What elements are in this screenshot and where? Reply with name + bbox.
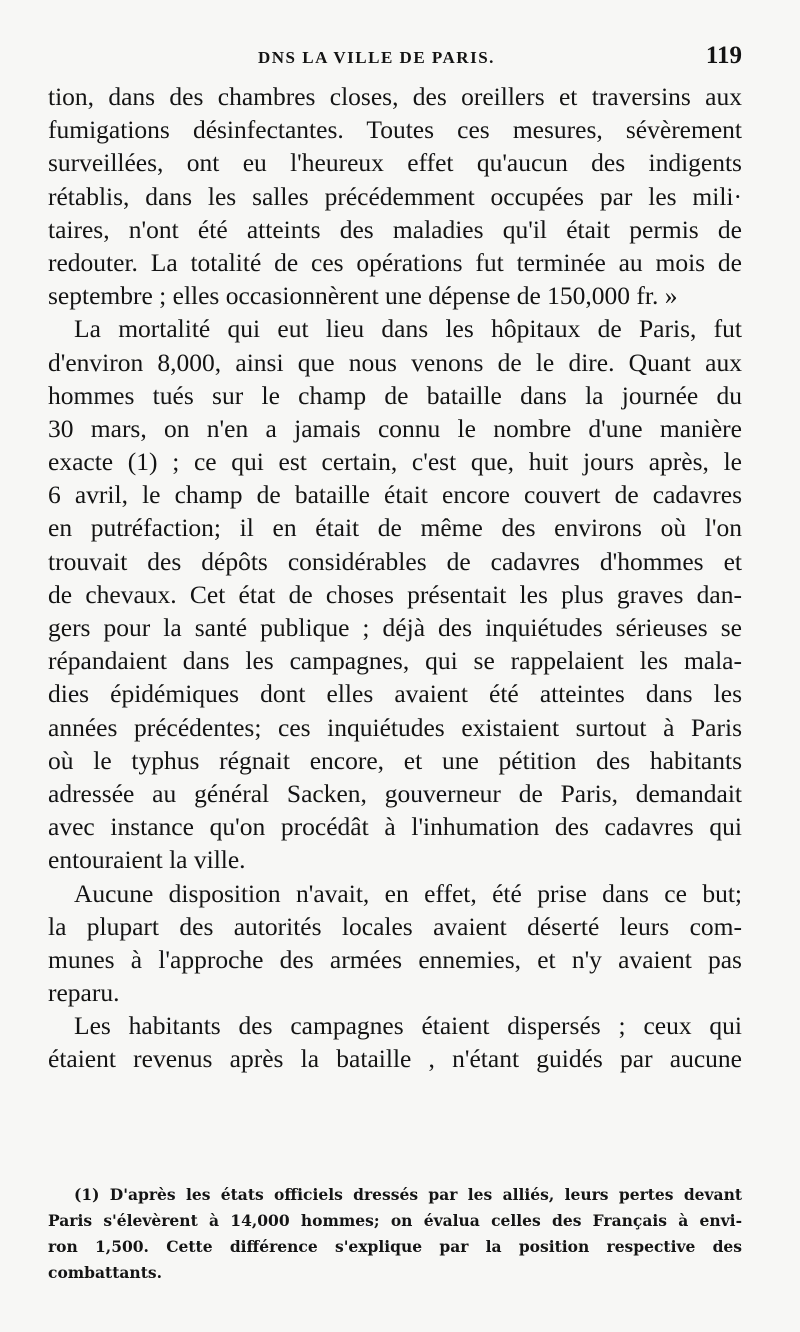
text-line: 30 mars, on n'en a jamais connu le nombre d'une manière [48, 413, 742, 443]
text-line: adressée au général Sacken, gouverneur de Paris, demandait [48, 778, 742, 808]
text-line: d'environ 8,000, ainsi que nous venons de le dire. Quant aux [48, 347, 742, 377]
text-line: hommes tués sur le champ de bataille dans la journée du [48, 380, 742, 410]
footnote-line: combattants. [48, 1263, 162, 1282]
running-head [48, 40, 742, 80]
text-line: de chevaux. Cet état de choses présentait les plus graves dan- [48, 579, 742, 609]
text-line: dies épidémiques dont elles avaient été atteintes dans les [48, 679, 742, 709]
text-line: septembre ; elles occasionnèrent une dépense de 150,000 fr. » [48, 281, 678, 311]
text-line: avec instance qu'on procédât à l'inhumation des cadavres qui [48, 812, 742, 842]
text-line: Les habitants des campagnes étaient dispersés ; ceux qui [74, 1011, 742, 1041]
footnote [48, 1182, 742, 1286]
text-line: la plupart des autorités locales avaient déserté leurs com- [48, 911, 742, 941]
paragraph [48, 312, 742, 876]
text-line: La mortalité qui eut lieu dans les hôpitaux de Paris, fut [74, 314, 742, 344]
footnote-line: ron 1,500. Cette différence s'explique par la position respective des [48, 1237, 742, 1256]
paragraph [48, 1009, 742, 1075]
text-line: taires, n'ont été atteints des maladies qu'il était permis de [48, 214, 742, 244]
text-line: 6 avril, le champ de bataille était encore couvert de cadavres [48, 480, 742, 510]
text-line: années précédentes; ces inquiétudes existaient surtout à Paris [48, 712, 742, 742]
text-line: exacte (1) ; ce qui est certain, c'est que, huit jours après, le [48, 447, 742, 477]
page-number: 119 [705, 42, 742, 69]
text-line: Aucune disposition n'avait, en effet, été prise dans ce but; [74, 878, 742, 908]
text-line: répandaient dans les campagnes, qui se rappelaient les mala- [48, 646, 742, 676]
paragraph [48, 877, 742, 1010]
text-line: surveillées, ont eu l'heureux effet qu'aucun des indigents [48, 148, 742, 178]
body-text [48, 80, 742, 1076]
text-line: tion, dans des chambres closes, des oreillers et traversins aux [48, 82, 742, 111]
footnote-line: (1) D'après les états officiels dressés par les alliés, leurs pertes devant [74, 1185, 742, 1204]
text-line: fumigations désinfectantes. Toutes ces mesures, sévèrement [48, 115, 742, 145]
running-title: DNS LA VILLE DE PARIS. [258, 48, 495, 67]
footnote-line: Paris s'élevèrent à 14,000 hommes; on évalua celles des Français à envi- [48, 1211, 742, 1230]
paragraph [48, 80, 742, 312]
text-line: reparu. [48, 978, 120, 1008]
text-line: trouvait des dépôts considérables de cadavres d'hommes et [48, 546, 742, 576]
text-line: gers pour la santé publique ; déjà des inquiétudes sérieuses se [48, 613, 742, 642]
text-line: munes à l'approche des armées ennemies, et n'y avaient pas [48, 944, 742, 974]
text-line: rétablis, dans les salles précédemment occupées par les mili· [48, 181, 742, 211]
text-line: étaient revenus après la bataille , n'étant guidés par aucune [48, 1044, 742, 1074]
text-line: où le typhus régnait encore, et une pétition des habitants [48, 745, 742, 775]
text-line: en putréfaction; il en était de même des environs où l'on [48, 513, 742, 543]
text-line: redouter. La totalité de ces opérations fut terminée au mois de [48, 247, 742, 277]
text-line: entouraient la ville. [48, 845, 246, 875]
